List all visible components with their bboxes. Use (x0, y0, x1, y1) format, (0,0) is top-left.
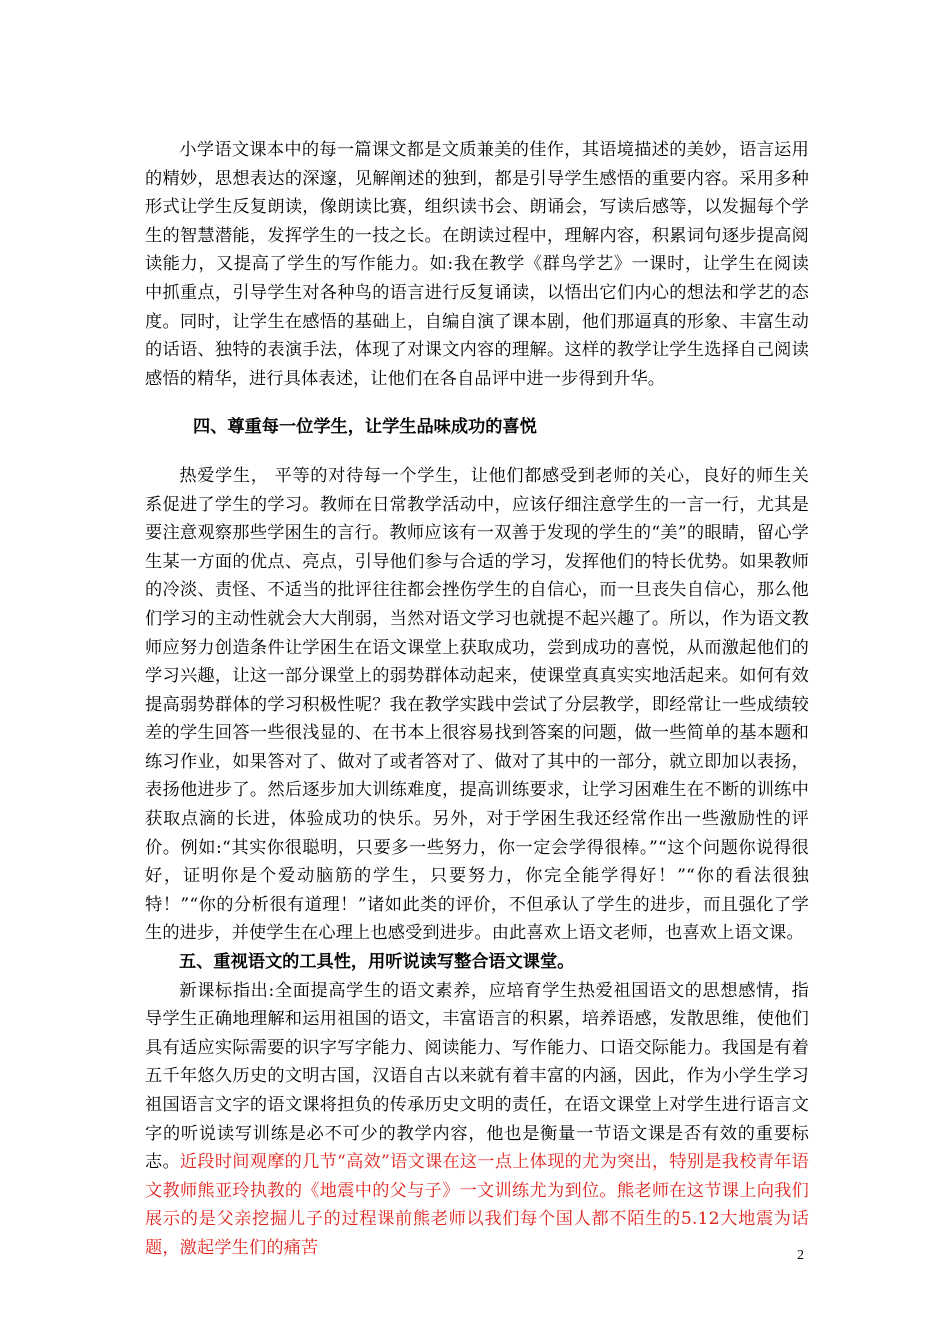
highlighted-text: 近段时间观摩的几节“高效”语文课在这一点上体现的尤为突出，特别是我校青年语文教师熊亚玲执教的《地震中的父与子》一文训练尤为到位。熊老师在这节课上向我们展示的是父亲挖掘儿子的过程课前熊老师以我们每个国人都不陌生的5.12大地震为话题，激起学生们的痛苦 (145, 1152, 809, 1258)
paragraph-respect-students: 热爱学生， 平等的对待每一个学生，让他们都感受到老师的关心，良好的师生关系促进了学生的学习。教师在日常教学活动中，应该仔细注意学生的一言一行，尤其是要注意观察那些学困生的言行。教师应该有一双善于发现的学生的“美”的眼睛，留心学生某一方面的优点、亮点，引导他们参与合适的学习，发挥他们的特长优势。如果教师的冷淡、责怪、不适当的批评往往都会挫伤学生的自信心，而一旦丧失自信心，那么他们学习的主动性就会大大削弱，当然对语文学习也就提不起兴趣了。所以，作为语文教师应努力创造条件让学困生在语文课堂上获取成功，尝到成功的喜悦，从而激起他们的学习兴趣，让这一部分课堂上的弱势群体动起来，使课堂真真实实地活起来。如何有效提高弱势群体的学习积极性呢？我在教学实践中尝试了分层教学，即经常让一些成绩较差的学生回答一些很浅显的、在书本上很容易找到答案的问题，做一些简单的基本题和练习作业，如果答对了、做对了或者答对了、做对了其中的一部分，就立即加以表扬，表扬他进步了。然后逐步加大训练难度，提高训练要求，让学习困难生在不断的训练中获取点滴的长进，体验成功的快乐。另外，对于学困生我还经常作出一些激励性的评价。例如:“其实你很聪明，只要多一些努力，你一定会学得很棒。”“这个问题你说得很好，证明你是个爱动脑筋的学生，只要努力，你完全能学得好！”“你的看法很独特！”“你的分析很有道理！”诸如此类的评价，不但承认了学生的进步，而且强化了学生的进步，并使学生在心理上也感受到进步。由此喜欢上语文老师，也喜欢上语文课。 (145, 465, 809, 944)
section-heading-5: 五、重视语文的工具性，用听说读写整合语文课堂。 (179, 952, 575, 973)
section-heading-4: 四、尊重每一位学生，让学生品味成功的喜悦 (193, 417, 537, 438)
spacer (145, 393, 809, 413)
paragraph-language-tools (145, 977, 809, 1263)
spacer (145, 442, 809, 462)
document-body (145, 136, 809, 1263)
page-number: 2 (797, 1248, 804, 1263)
paragraph-reading: 小学语文课本中的每一篇课文都是文质兼美的佳作，其语境描述的美妙，语言运用的精妙，思想表达的深邃，见解阐述的独到，都是引导学生感悟的重要内容。采用多种形式让学生反复朗读，像朗读比赛，组织读书会、朗诵会，写读后感等，以发掘每个学生的智慧潜能，发挥学生的一技之长。在朗读过程中，理解内容，积累词句逐步提高阅读能力，又提高了学生的写作能力。如:我在教学《群鸟学艺》一课时，让学生在阅读中抓重点，引导学生对各种鸟的语言进行反复诵读，以悟出它们内心的想法和学艺的态度。同时，让学生在感悟的基础上，自编自演了课本剧，他们那逼真的形象、丰富生动的话语、独特的表演手法，体现了对课文内容的理解。这样的教学让学生选择自己阅读感悟的精华，进行具体表述，让他们在各自品评中进一步得到升华。 (145, 140, 809, 389)
paragraph-text: 新课标指出:全面提高学生的语文素养，应培育学生热爱祖国语文的思想感情，指导学生正确地理解和运用祖国的语文，丰富语言的积累，培养语感，发散思维，使他们具有适应实际需要的识字写字能力、阅读能力、写作能力、口语交际能力。我国是有着五千年悠久历史的文明古国，汉语自古以来就有着丰富的内涵，因此，作为小学生学习祖国语言文字的语文课将担负的传承历史文明的责任，在语文课堂上对学生进行语言文字的听说读写训练是必不可少的教学内容，他也是衡量一节语文课是否有效的重要标志。 (145, 980, 809, 1173)
